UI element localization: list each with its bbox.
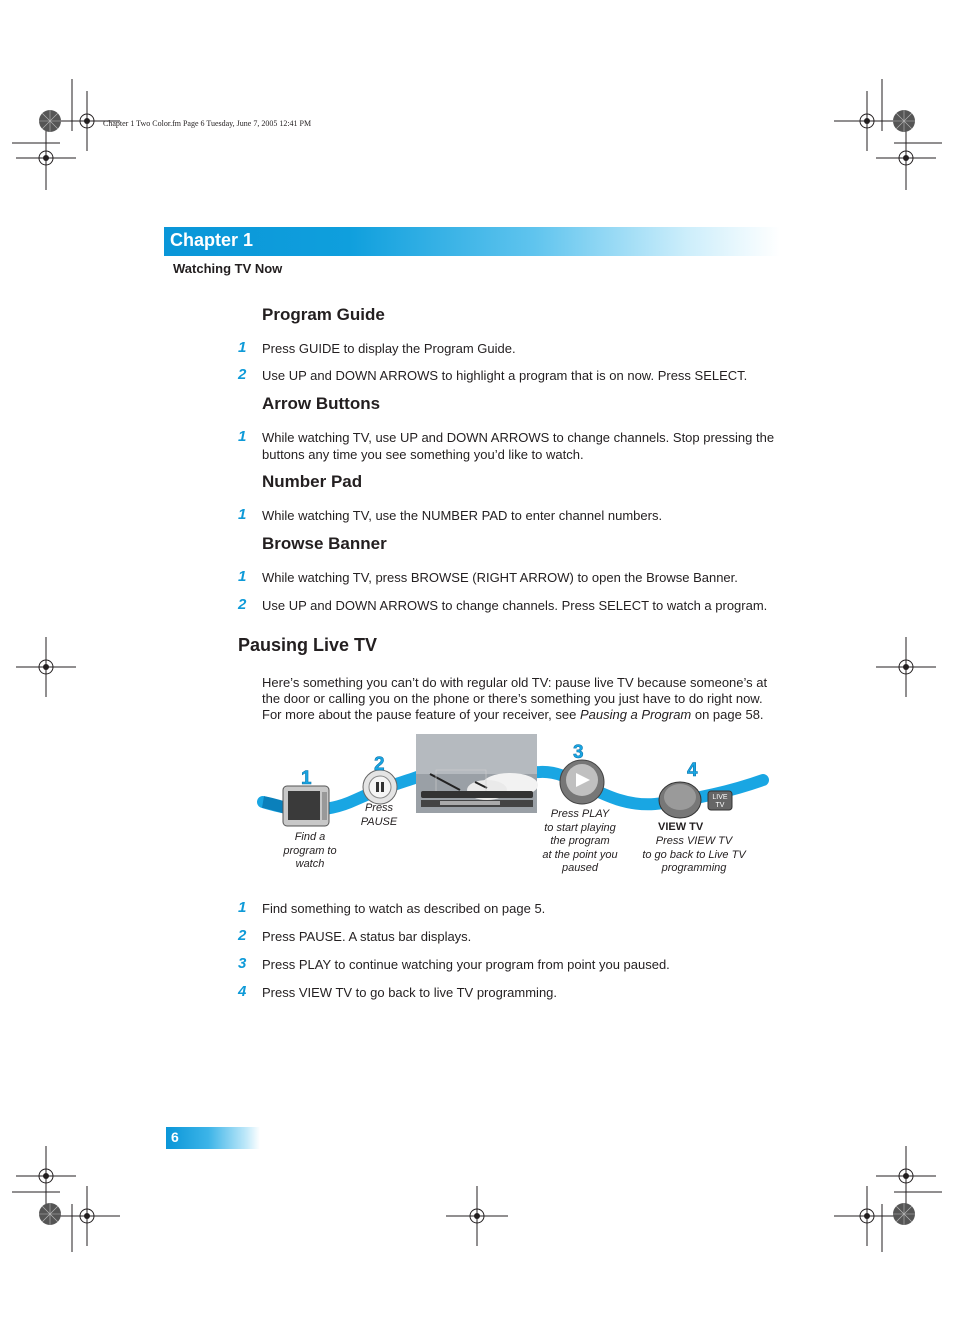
caption-line: to go back to Live TV: [642, 848, 746, 861]
page-number-bar: [166, 1127, 260, 1149]
step-number: 3: [238, 955, 247, 972]
page-number: 6: [171, 1129, 179, 1145]
caption-line: PAUSE: [360, 815, 398, 828]
step-text: Press PLAY to continue watching your program from point you paused.: [262, 957, 670, 972]
intro-paragraph: [262, 675, 792, 723]
tv-set-icon: [283, 786, 329, 826]
chapter-banner: [164, 227, 780, 256]
step-number: 4: [238, 983, 247, 1000]
heading-browse-banner: Browse Banner: [262, 534, 387, 553]
diagram-step-number: 2: [374, 754, 385, 775]
live-tv-label: LIVE: [712, 794, 728, 801]
cross-reference: Pausing a Program: [579, 707, 692, 722]
step-text: While watching TV, press BROWSE (RIGHT ARROW) to open the Browse Banner.: [262, 570, 738, 585]
caption-step-3: [530, 808, 630, 876]
caption-step-1: [270, 831, 350, 872]
step-text: Press VIEW TV to go back to live TV programming.: [262, 985, 558, 1000]
step-number: 2: [238, 596, 247, 613]
file-info: Chapter 1 Two Color.fm Page 6 Tuesday, June 7, 2005 12:41 PM: [103, 119, 312, 128]
step-number: 2: [238, 366, 247, 383]
step-number: 1: [238, 428, 247, 445]
paused-screen-image: [416, 734, 538, 813]
step-text: Use UP and DOWN ARROWS to highlight a program that is on now. Press SELECT.: [262, 368, 748, 383]
heading-program-guide: Program Guide: [262, 305, 385, 324]
caption-line: Find a: [294, 831, 326, 843]
caption-step-4-title: VIEW TV: [658, 821, 704, 833]
intro-line: the door or calling you on the phone or there’s something you just have to do right now.: [262, 691, 763, 706]
heading-arrow-buttons: Arrow Buttons: [262, 394, 381, 413]
step-number: 1: [238, 899, 247, 916]
caption-step-4: [634, 835, 754, 876]
step-number: 1: [238, 339, 247, 356]
intro-text: on page 58.: [691, 707, 764, 722]
intro-line: [262, 707, 792, 723]
caption-step-2: [349, 802, 409, 829]
step-text: While watching TV, use UP and DOWN ARROWS to change channels. Stop pressing the: [262, 430, 775, 445]
caption-line: program to: [283, 844, 337, 857]
live-tv-label: TV: [715, 802, 725, 809]
step-text: Use UP and DOWN ARROWS to change channels. Press SELECT to watch a program.: [262, 598, 768, 613]
caption-line: paused: [561, 862, 599, 874]
step-text: buttons any time you see something you’d like to watch.: [262, 447, 584, 462]
caption-line: programming: [661, 862, 727, 874]
caption-line: the program: [550, 835, 610, 847]
heading-pausing-live-tv: Pausing Live TV: [238, 635, 378, 655]
section-title: Watching TV Now: [173, 261, 283, 276]
step-text: While watching TV, use the NUMBER PAD to enter channel numbers.: [262, 508, 663, 523]
caption-line: at the point you: [542, 848, 618, 861]
caption-line: Press PLAY: [550, 808, 610, 820]
chapter-title: Chapter 1: [170, 230, 254, 250]
caption-line: Press VIEW TV: [655, 835, 733, 847]
step-text: Press GUIDE to display the Program Guide.: [262, 341, 516, 356]
heading-number-pad: Number Pad: [262, 472, 363, 491]
step-number: 1: [238, 506, 247, 523]
pause-button-icon: [363, 770, 397, 804]
step-text: Press PAUSE. A status bar displays.: [262, 929, 472, 944]
caption-line: to start playing: [544, 821, 616, 834]
step-text: Find something to watch as described on page 5.: [262, 901, 546, 916]
diagram-step-number: 1: [301, 768, 312, 789]
caption-line: Press: [364, 802, 394, 814]
diagram-step-number: 3: [573, 742, 584, 763]
play-button-icon: [560, 760, 604, 804]
intro-line: Here’s something you can’t do with regular old TV: pause live TV because someone’s at: [262, 675, 768, 690]
step-number: 2: [238, 927, 247, 944]
intro-text: For more about the pause feature of your receiver, see: [262, 707, 580, 722]
diagram-step-number: 4: [687, 760, 698, 781]
caption-line: watch: [295, 858, 325, 870]
step-number: 1: [238, 568, 247, 585]
